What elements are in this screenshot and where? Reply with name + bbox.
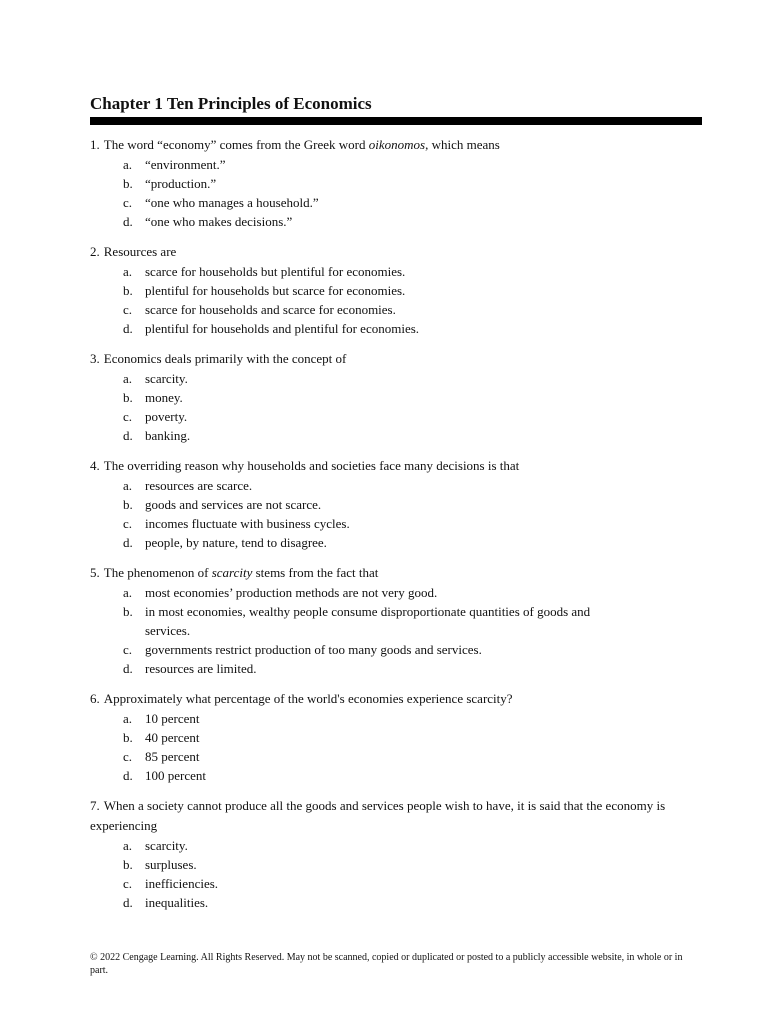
question-number: 4. (90, 458, 100, 473)
stem-emphasis: scarcity (211, 565, 253, 580)
stem-emphasis: oikonomos (368, 137, 426, 152)
choice-text: 85 percent (145, 749, 200, 764)
choice-a (90, 583, 705, 602)
copyright-notice: © 2022 Cengage Learning. All Rights Reserved. May not be scanned, copied or duplicated or posted to a publicly accessible website, in whole or in part. (90, 952, 683, 976)
choice-text: plentiful for households and plentiful for economies. (145, 321, 420, 336)
choice-letter: b. (123, 604, 133, 619)
choice-text: governments restrict production of too many goods and services. (145, 642, 482, 657)
choice-letter: c. (123, 302, 133, 317)
choice-letter: a. (123, 478, 133, 493)
question-stem (90, 796, 705, 836)
choice-list (90, 262, 705, 338)
choice-letter: b. (123, 176, 133, 191)
choice-letter: d. (123, 768, 133, 783)
stem-text: The overriding reason why households and societies face many decisions is that (103, 458, 520, 473)
choice-b (90, 728, 705, 747)
choice-text: scarce for households but plentiful for economies. (145, 264, 406, 279)
choice-letter: a. (123, 264, 133, 279)
choice-text: banking. (145, 428, 191, 443)
choice-text: resources are limited. (145, 661, 257, 676)
choice-text: 10 percent (145, 711, 200, 726)
choice-list (90, 583, 705, 678)
question-number: 3. (90, 351, 100, 366)
choice-list (90, 476, 705, 552)
question-number: 2. (90, 244, 100, 259)
question-stem (90, 689, 705, 709)
choice-d (90, 766, 705, 785)
stem-text: Economics deals primarily with the concept of (103, 351, 347, 366)
choice-text: money. (145, 390, 183, 405)
choice-letter: d. (123, 321, 133, 336)
choice-c (90, 514, 705, 533)
choice-letter: b. (123, 497, 133, 512)
choice-list (90, 155, 705, 231)
choice-c (90, 640, 705, 659)
stem-text: , which means (425, 137, 500, 152)
choice-b (90, 602, 705, 640)
choice-letter: a. (123, 157, 133, 172)
question-1 (90, 135, 705, 231)
stem-text: The word “economy” comes from the Greek word (103, 137, 369, 152)
choice-letter: c. (123, 749, 133, 764)
choice-text: 40 percent (145, 730, 200, 745)
choice-text: scarcity. (145, 371, 188, 386)
stem-text: When a society cannot produce all the goods and services people wish to have, it is said that the economy is experiencing (90, 798, 666, 833)
choice-list (90, 369, 705, 445)
question-2 (90, 242, 705, 338)
choice-text: scarce for households and scarce for economies. (145, 302, 396, 317)
choice-letter: d. (123, 535, 133, 550)
choice-a (90, 476, 705, 495)
choice-d (90, 659, 705, 678)
choice-c (90, 407, 705, 426)
choice-c (90, 747, 705, 766)
choice-text: poverty. (145, 409, 188, 424)
choice-b (90, 388, 705, 407)
choice-c (90, 300, 705, 319)
choice-letter: d. (123, 428, 133, 443)
choice-letter: a. (123, 711, 133, 726)
choice-list (90, 709, 705, 785)
choice-text: in most economies, wealthy people consume disproportionate quantities of goods and services. (145, 604, 591, 638)
choice-c (90, 874, 705, 893)
question-7 (90, 796, 705, 912)
question-stem (90, 135, 705, 155)
choice-letter: a. (123, 585, 133, 600)
choice-c (90, 193, 705, 212)
choice-letter: b. (123, 390, 133, 405)
title-rule (90, 117, 702, 125)
choice-a (90, 369, 705, 388)
choice-b (90, 495, 705, 514)
choice-a (90, 709, 705, 728)
question-number: 7. (90, 798, 100, 813)
choice-letter: a. (123, 371, 133, 386)
choice-text: “environment.” (145, 157, 226, 172)
chapter-title: Chapter 1 Ten Principles of Economics (90, 94, 372, 113)
choice-text: most economies’ production methods are not very good. (145, 585, 438, 600)
choice-text: people, by nature, tend to disagree. (145, 535, 327, 550)
question-stem (90, 563, 705, 583)
choice-letter: b. (123, 283, 133, 298)
question-number: 1. (90, 137, 100, 152)
choice-b (90, 855, 705, 874)
choice-a (90, 155, 705, 174)
choice-letter: d. (123, 214, 133, 229)
choice-letter: c. (123, 195, 133, 210)
choice-d (90, 319, 705, 338)
choice-letter: c. (123, 409, 133, 424)
choice-letter: c. (123, 516, 133, 531)
choice-a (90, 262, 705, 281)
choice-b (90, 174, 705, 193)
choice-text: inequalities. (145, 895, 209, 910)
stem-text: stems from the fact that (252, 565, 379, 580)
choice-d (90, 426, 705, 445)
choice-d (90, 212, 705, 231)
choice-text: resources are scarce. (145, 478, 253, 493)
choice-text: inefficiencies. (145, 876, 219, 891)
choice-list (90, 836, 705, 912)
stem-text: Approximately what percentage of the world's economies experience scarcity? (103, 691, 513, 706)
question-3 (90, 349, 705, 445)
question-number: 6. (90, 691, 100, 706)
choice-letter: d. (123, 895, 133, 910)
choice-letter: c. (123, 876, 133, 891)
choice-d (90, 893, 705, 912)
question-4 (90, 456, 705, 552)
choice-letter: d. (123, 661, 133, 676)
choice-text: surpluses. (145, 857, 197, 872)
choice-letter: b. (123, 857, 133, 872)
stem-text: Resources are (103, 244, 177, 259)
question-stem (90, 456, 705, 476)
choice-letter: b. (123, 730, 133, 745)
choice-text: “production.” (145, 176, 217, 191)
stem-text: The phenomenon of (103, 565, 212, 580)
choice-text: plentiful for households but scarce for economies. (145, 283, 406, 298)
choice-b (90, 281, 705, 300)
question-6 (90, 689, 705, 785)
choice-text: 100 percent (145, 768, 207, 783)
choice-letter: c. (123, 642, 133, 657)
question-stem (90, 242, 705, 262)
question-stem (90, 349, 705, 369)
choice-text: goods and services are not scarce. (145, 497, 322, 512)
choice-text: “one who manages a household.” (145, 195, 319, 210)
question-number: 5. (90, 565, 100, 580)
choice-letter: a. (123, 838, 133, 853)
question-5 (90, 563, 705, 678)
choice-text: “one who makes decisions.” (145, 214, 293, 229)
choice-text: scarcity. (145, 838, 188, 853)
choice-a (90, 836, 705, 855)
choice-d (90, 533, 705, 552)
choice-text: incomes fluctuate with business cycles. (145, 516, 350, 531)
